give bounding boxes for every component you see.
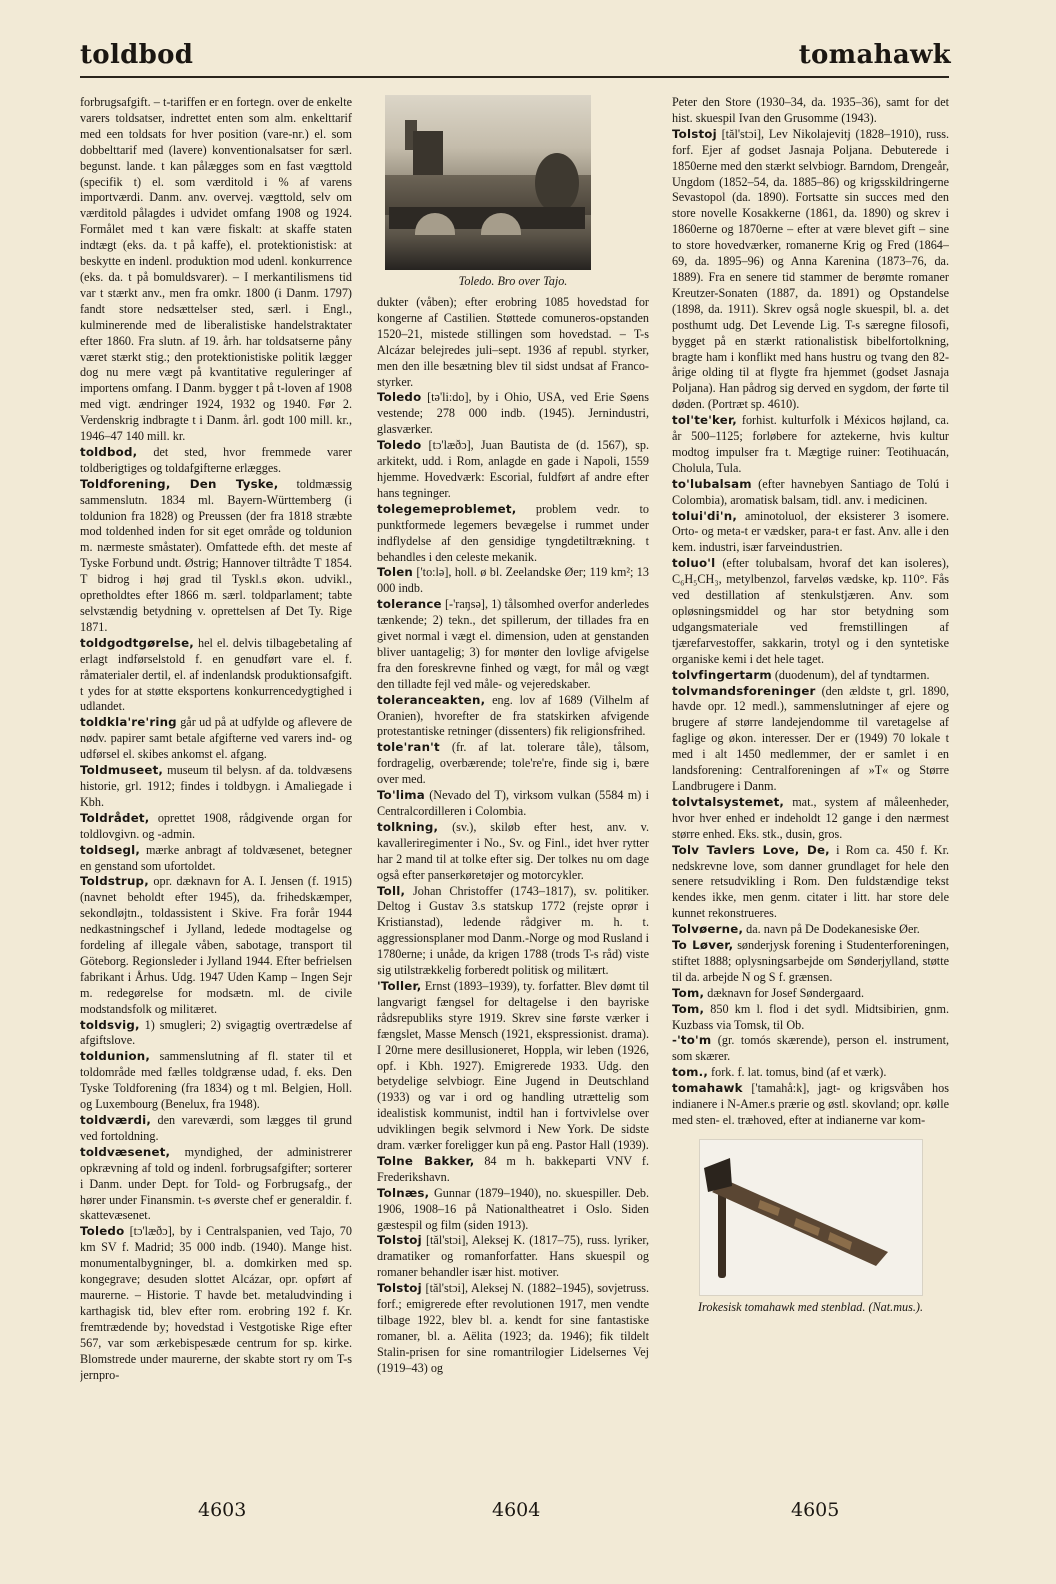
dictionary-entry xyxy=(672,843,949,923)
entry-headword: toldværdi, xyxy=(80,1113,152,1127)
entry-text: ['tamahå:k], jagt- og krigsvåben hos indianere i N-Amer.s prærie og østl. skovland; opr. kølle med sten- el. træhoved, efter at indianerne var kom- xyxy=(672,1081,949,1127)
tomahawk-illustration xyxy=(700,1140,922,1295)
dictionary-entry xyxy=(672,986,949,1002)
page-number-middle: 4604 xyxy=(492,1499,541,1521)
column-2-entries xyxy=(377,295,649,1377)
entry-headword: tom., xyxy=(672,1065,708,1080)
dictionary-entry xyxy=(672,1081,949,1129)
dictionary-entry xyxy=(80,874,352,1017)
toledo-figure xyxy=(377,95,649,289)
dictionary-entry xyxy=(80,636,352,716)
entry-headword: Tolnæs, xyxy=(377,1185,430,1200)
running-head-left: toldbod xyxy=(80,40,194,70)
entry-headword: tolegemeproblemet, xyxy=(377,501,517,516)
entry-text: museum til belysn. af da. toldvæsens historie, grl. 1912; findes i toldbygn. i Amaliegade i Kbh. xyxy=(80,763,352,809)
entry-headword: Toldforening, Den Tyske, xyxy=(80,476,279,491)
entry-headword: Toledo xyxy=(377,390,422,405)
dictionary-entry xyxy=(377,565,649,597)
dictionary-entry xyxy=(672,795,949,843)
entry-text: [tə'li:do], by i Ohio, USA, ved Erie Søens vestende; 278 000 indb. (1945). Jernindustri, glasværker. xyxy=(377,390,649,437)
dictionary-entry xyxy=(377,979,649,1154)
entry-headword: -'to'm xyxy=(672,1033,712,1048)
dictionary-entry xyxy=(377,788,649,820)
dictionary-entry xyxy=(377,884,649,979)
entry-text: aminotoluol, der eksisterer 3 isomere. Orto- og meta-t er vædsker, para-t er fast. Anv. alle i den kem. industri, især farveindustrien. xyxy=(672,508,949,555)
column-2 xyxy=(377,95,649,1505)
entry-text: [-'raŋsə], 1) tålsomhed overfor anderledes tænkende; 2) tekn., det spillerum, der tillades fra en givet normal i vægt el. dimension, uden at genstanden bliver uantagelig; 3) for mønter den lovlige afvigelse fra den foreskrevne finhed og vægt, for mål og vægt den tilladte fejl ved måle- og vejeredskaber. xyxy=(377,597,649,691)
dictionary-entry xyxy=(80,1018,352,1050)
entry-headword: toldsvig, xyxy=(80,1017,140,1032)
entry-headword: Tolne Bakker, xyxy=(377,1153,475,1168)
page-number-left: 4603 xyxy=(198,1499,247,1521)
entry-headword: toldbod, xyxy=(80,444,138,459)
dictionary-entry xyxy=(377,820,649,884)
entry-text: (gr. tomós skærende), person el. instrument, som skærer. xyxy=(672,1033,949,1064)
entry-headword: tolvmandsforeninger xyxy=(672,683,816,698)
entry-headword: To Løver, xyxy=(672,938,734,953)
column-1 xyxy=(80,95,352,1505)
page-number-right: 4605 xyxy=(791,1499,840,1521)
entry-text: det sted, hvor fremmede varer toldberigtiges og toldafgifterne erlægges. xyxy=(80,444,352,475)
entry-headword: Tom, xyxy=(672,1001,705,1016)
entry-headword: tolui'di'n, xyxy=(672,508,738,523)
dictionary-entry xyxy=(377,1154,649,1186)
dictionary-entry xyxy=(80,1224,352,1383)
entry-text: Gunnar (1879–1940), no. skuespiller. Deb. 1906, 1908–16 på Nationaltheatret i Oslo. Siden gæstespil og film (siden 1913). xyxy=(377,1185,649,1232)
entry-text: 1) smugleri; 2) svigagtig overtrædelse af afgiftslove. xyxy=(80,1017,352,1048)
dictionary-entry xyxy=(80,843,352,875)
entry-text: dukter (våben); efter erobring 1085 hovedstad for kongerne af Castilien. Støttede comuneros-opstanden 1520–21, mistede stillingen som hovedstad. – T-s Alcázar belejredes juli–sept. 1936 af republ. styrker, men den ille besætning blev til sidst undsat af Franco-styrker. xyxy=(377,295,649,389)
dictionary-entry xyxy=(672,95,949,127)
entry-text: myndighed, der administrerer opkrævning af told og indenl. forbrugsafgifter; sorterer i Danm. under Dept. for Told- og Forbrugsafg., der hører under Finansmin. t-s øverste chef er generaldir. f. skattevæsenet. xyxy=(80,1144,352,1223)
dictionary-entry xyxy=(672,684,949,795)
dictionary-entry xyxy=(672,1065,949,1081)
column-1-entries xyxy=(80,95,352,1383)
toledo-caption: Toledo. Bro over Tajo. xyxy=(458,274,568,288)
dictionary-entry xyxy=(80,811,352,843)
entry-text: (efter havnebyen Santiago de Tolú i Colombia), aromatisk balsam, tidl. anv. i medicinen. xyxy=(672,476,949,507)
dictionary-entry xyxy=(80,95,352,445)
dictionary-entry xyxy=(672,668,949,684)
entry-headword: Tolstoj xyxy=(377,1233,422,1248)
entry-headword: Tolstoj xyxy=(672,126,717,141)
dictionary-entry xyxy=(80,763,352,811)
dictionary-entry xyxy=(80,1049,352,1113)
entry-headword: toldvæsenet, xyxy=(80,1144,171,1159)
entry-headword: toldsegl, xyxy=(80,842,141,857)
dictionary-entry xyxy=(80,1113,352,1145)
dictionary-entry xyxy=(672,1002,949,1034)
dictionary-entry xyxy=(672,1033,949,1065)
entry-headword: Toll, xyxy=(377,883,406,898)
entry-text: Ernst (1893–1939), ty. forfatter. Blev dømt til langvarigt fængsel for deltagelse i den bayriske rådsrepubliks styre 1919. Skrev sine første værker i fængslet, Masse Mensch (1921, ekspressionist. drama). I 20rne mere desillusioneret, Hoppla, wir leben (1926, opf. i Kbh. 1927). Emigrerede 1933. Udg. den betydelige selvbiogr. Eine Jugend in Deutschland (1933) og var i ord og handling utrættelig som idealistisk kommunist, indtil han i fortvivlelse over udviklingen begik selvmord i New York. De sidste dram. værker foreligger kun på eng. Pastor Hall (1939). xyxy=(377,978,649,1153)
entry-headword: Tolv Tavlers Love, De, xyxy=(672,842,830,857)
entry-text: 850 km l. flod i det sydl. Midtsibirien, gnm. Kuzbass via Tomsk, til Ob. xyxy=(672,1001,949,1032)
entry-headword: tolerance xyxy=(377,597,442,612)
entry-headword: toleranceakten, xyxy=(377,692,486,707)
entry-text: i Rom ca. 450 f. Kr. nedskrevne love, som danner grundlaget for hele den senere retsudvikling i Rom. Den fuldstændige tekst kendes ikke, men genm. citater i litt. har store dele kunnet rekonstrueres. xyxy=(672,842,949,921)
entry-text: sønderjysk forening i Studenterforeningen, stiftet 1888; oplysningsarbejde om Sønderjylland, støtte til da. arbejde N og S f. grænsen. xyxy=(672,938,949,984)
entry-headword: 'Toller, xyxy=(377,978,422,993)
dictionary-entry xyxy=(377,295,649,390)
dictionary-entry xyxy=(80,715,352,763)
dictionary-entry xyxy=(377,1233,649,1281)
entry-headword: Tolvøerne, xyxy=(672,922,744,937)
column-3 xyxy=(672,95,949,1505)
entry-text: [tăl'stɔi], Lev Nikolajevitj (1828–1910), russ. forf. Ejer af godset Jasnaja Poljana. Debuterede i 1850erne med den stærkt selvbiogr. Barndom, Drengeår, Ungdom (1852–54, da. 1885–86) og krigsskildringerne Sevastopol (da. 1890). Fortsatte sin succes med den store novelle Kosakkerne (1861, da. 1890) og skrev i 1860erne og 1870erne – efter at være blevet gift – sine to store hovedværker, romanerne Krig og Fred (1864–69, da. 1895–96) og Anna Karenina (1873–76, da. 1889). Fra en senere tid stammer de berømte romaner Kreutzer-Sonaten (1887, da. 1891) og Opstandelse (1898, da. 1911). Skrev også nogle skuespil, bl. a. det posthumt udg. Det Levende Lig. T-s særegne filosofi, bygget på en stærkt rationalistisk bibelfortolkning, bragte ham i konflikt med hans hustru og tvang den 82-årige olding til at flygte fra hjemmet (godset Jasnaja Poljana). Han pådrog sig derved en sygdom, der førte til døden. (Portræt sp. 4610). xyxy=(672,126,949,412)
dictionary-entry xyxy=(672,556,949,667)
dictionary-entry xyxy=(80,477,352,636)
dictionary-entry xyxy=(672,127,949,413)
entry-text: fork. f. lat. tomus, bind (af et værk). xyxy=(708,1065,887,1080)
column-3-entries xyxy=(672,95,949,1129)
entry-text: (den ældste t, grl. 1890, havde opr. 12 medl.), sammenslutninger af ejere og brugere af større landejendomme til varetagelse af faglige og økon. interesser. Der er (1949) 70 lokale t med i alt 1450 medlemmer, der er samlet i en landsforening: Centralforeningen af »T« og Større Landbrugere i Danm. xyxy=(672,683,949,793)
entry-headword: tolkning, xyxy=(377,819,439,834)
entry-text: [tăl'stɔi], Aleksej K. (1817–75), russ. lyriker, dramatiker og romanforfatter. Hans skuespil og romaner behandler især hist. motiver. xyxy=(377,1233,649,1280)
entry-text: opr. dæknavn for A. I. Jensen (f. 1915) (navnet beholdt efter 1945), da. frihedskæmper, sekondløjtn., toldassistent i Skive. Fra forår 1944 nedkastningschef i Jylland, ledede modtagelse og fordeling af illegale våben, sabotage, transport til Göteborg. Regionsleder i Jylland 1944. Efter befrielsen fabrikant i Århus. Udg. 1947 Uden Kamp – Ingen Sejr m. redegørelse for modsætn. ml. de civile modstandsfolk og militæret. xyxy=(80,874,352,1016)
dictionary-entry xyxy=(672,477,949,509)
entry-text: går ud på at udfylde og aflevere de nødv. papirer samt betale afgifterne ved varers ind- og udførsel el. skibes ankomst el. afgang. xyxy=(80,715,352,762)
entry-text: forbrugsafgift. – t-tariffen er en fortegn. over de enkelte varers toldsatser, indrettet enten som alm. enkelttarif med een toldsats for hver position (vare-nr.) el. som dobbelttarif med (lavere) konventionalsatser for særl. begunst. lande. t kan pålægges som en fast vægttold (specifik t) el. som værditold i % af varens importværdi. Danm. anv. overvej. vægttold, selv om værditold pålagdes i udvidet omfang 1908 og 1924. Formålet med t kan være fiskalt: at skaffe staten indtægt (eks. da. t på kaffe), el. protektionistisk: at beskytte en indenl. produktion mod udenl. konkurrence (eks. da. t på bomuldsvarer). – I merkantilismens tid var t stærkt anv., men fra omkr. 1800 (i Danm. 1797) fandt store nedsættelser sted, særl. i Engl., kulminerende med de liberalistiske handelstraktater efter 1860. Fra slutn. af 19. årh. har toldsatserne påny været stærkt stig.; den protektionistiske politik lægger dog nu mere vægt på kvantitative reguleringer af importens omfang. I Danm. bygger t på t-loven af 1908 med vigt. ændringer 1924, 1932 og 1940. Før 2. Verdenskrig indbragte t i Danm. årl. godt 100 mill. kr., 1946–47 140 mill. kr. xyxy=(80,95,352,444)
entry-text: eng. lov af 1689 (Vilhelm af Oranien), hvorefter de fra statskirken afvigende protestantiske retninger (dissenters) fik religionsfrihed. xyxy=(377,692,649,739)
entry-headword: toldunion, xyxy=(80,1049,151,1064)
entry-text: mat., system af måleenheder, hvor hver enhed er indeholdt 12 gange i den nærmest større enhed. Eks. stk., dusin, gros. xyxy=(672,794,949,841)
entry-headword: to'lubalsam xyxy=(672,476,752,491)
dictionary-entry xyxy=(377,597,649,692)
dictionary-entry xyxy=(672,922,949,938)
entry-text: [tɔ'læðɔ], by i Centralspanien, ved Tajo, 70 km SV f. Madrid; 35 000 indb. (1940). Mange hist. monumentalbygninger, bl. a. domkirken med sp. kongegrave; desuden slottet Alcázar, opr. opført af maurerne. – Historie. T havde bet. metaludvinding i karthagisk tid, blev efter rom. erobring 192 f. Kr. fremtrædende by; hovedstad i Vestgotiske Rige efter 567, var som ærkebispesæde centrum for sp. kirke. Blomstrede under maurerne, der skabte stort ry om T-s jernpro- xyxy=(80,1224,352,1382)
entry-headword: tole'ran't xyxy=(377,740,440,755)
entry-text: den vareværdi, som lægges til grund ved fortoldning. xyxy=(80,1113,352,1143)
entry-text: (efter tolubalsam, hvoraf det kan isoleres), C₆H₅CH₃, metylbenzol, farveløs vædske, kp. 110°. Fås ved destillation af stenkulstjæren. Anv. som opløsningsmiddel og har stor betydning som udgangsmateriale ved fremstillingen af tjærefarvestoffer, sakkarin, trotyl og i den syntetiske organiske kemi i det hele taget. xyxy=(672,556,949,666)
entry-text: (fr. af lat. tolerare tåle), tålsom, fordragelig, overbærende; tole're're, finde sig i, bære over med. xyxy=(377,740,649,787)
entry-text: sammenslutning af fl. stater til et toldområde med fælles toldgrænse udad, f. eks. Den Tyske Toldforening (fra 1834) og t ml. Belgien, Holl. og Luxembourg (Benelux, fra 1948). xyxy=(80,1049,352,1112)
dictionary-entry xyxy=(377,1186,649,1234)
entry-headword: toldkla're'ring xyxy=(80,715,177,730)
entry-headword: tolvfingertarm xyxy=(672,667,772,682)
dictionary-entry xyxy=(377,502,649,566)
entry-headword: Toledo xyxy=(80,1224,125,1239)
entry-text: [tăl'stɔi], Aleksej N. (1882–1945), sovjetruss. forf.; emigrerede efter revolutionen 1917, men vendte tilbage 1922, blev bl. a. kendt for sine fantastiske romaner, bl. a. Aëlita (1923; da. 1946); fik tildelt Stalin-prisen for sine romantrilogier Lidelsernes Vej (1919–43) og xyxy=(377,1281,649,1375)
entry-headword: To'lima xyxy=(377,788,425,803)
entry-headword: tomahawk xyxy=(672,1081,743,1096)
dictionary-entry xyxy=(80,445,352,477)
entry-text: forhist. kulturfolk i Méxicos højland, ca. år 500–1125; forløbere for aztekerne, hvis kultur modtog impulser fra t. Mægtige ruiner: Teotihuacán, Cholula, Tula. xyxy=(672,413,949,475)
entry-headword: Tom, xyxy=(672,985,705,1000)
entry-headword: tol'te'ker, xyxy=(672,413,737,428)
dictionary-entry xyxy=(377,693,649,741)
entry-text: dæknavn for Josef Søndergaard. xyxy=(704,985,865,1000)
entry-text: da. navn på De Dodekanesiske Øer. xyxy=(743,922,920,937)
entry-text: (duodenum), del af tyndtarmen. xyxy=(771,667,930,682)
dictionary-entry xyxy=(377,740,649,788)
tomahawk-caption: Irokesisk tomahawk med stenblad. (Nat.mus.). xyxy=(698,1299,923,1314)
entry-headword: Tolen xyxy=(377,565,414,580)
running-head-right: tomahawk xyxy=(798,40,951,70)
dictionary-entry xyxy=(80,1145,352,1225)
entry-headword: Toldstrup, xyxy=(80,874,149,889)
entry-text: Johan Christoffer (1743–1817), sv. politiker. Deltog i Gustav 3.s statskup 1772 (rejste oprør i Kristianstad), ledende rådgiver m. h. t. aggressionsplaner mod Danm.-Norge og mod Rusland i 1780erne; i unåde, da krigen 1788 (trods T-s råd) viste sig utilstrækkelig forberedt politisk og militært. xyxy=(377,883,649,978)
entry-headword: tolvtalsystemet, xyxy=(672,794,785,809)
dictionary-entry xyxy=(672,938,949,986)
entry-text: hel el. delvis tilbagebetaling af erlagt indførselstold f. en genudført vare el. f. råmaterialer dertil, el. af indenlandsk produktionsafgift. t ydes for at støtte eksportens konkurrencedygtighed i udlandet. xyxy=(80,635,352,714)
tomahawk-photo xyxy=(699,1139,923,1296)
entry-text: problem vedr. to punktformede legemers bevægelse i rummet under indflydelse af den gensidige tyngdetiltrækning. t behandles i den celeste mekanik. xyxy=(377,501,649,564)
dictionary-entry xyxy=(377,1281,649,1376)
entry-text: [tɔ'læðɔ], Juan Bautista de (d. 1567), sp. arkitekt, udd. i Rom, anlagde en gade i Napoli, 1559 hjemme. Hovedværk: Escorial, fuldført af andre efter hans tegninger. xyxy=(377,438,649,500)
header-rule xyxy=(80,76,949,78)
entry-headword: Tolstoj xyxy=(377,1281,422,1296)
tomahawk-figure xyxy=(672,1139,949,1315)
entry-text: ['to:lə], holl. ø bl. Zeelandske Øer; 119 km²; 13 000 indb. xyxy=(377,565,649,596)
entry-text: mærke anbragt af toldvæsenet, betegner en genstand som ufortoldet. xyxy=(80,842,352,873)
entry-headword: toldgodtgørelse, xyxy=(80,635,194,650)
entry-text: Peter den Store (1930–34, da. 1935–36), samt for det hist. skuespil Ivan den Grusomme (1943). xyxy=(672,95,949,125)
dictionary-entry xyxy=(672,413,949,477)
entry-text: (sv.), skiløb efter hest, anv. v. kavalleriregimenter i No., Sv. og Finl., idet hver rytter har 2 mand til at tolke efter sig. Der tolkes nu om dage også efter panserkøretøjer og motorcykler. xyxy=(377,819,649,882)
entry-headword: toluo'l xyxy=(672,556,716,571)
entry-headword: Toldrådet, xyxy=(80,810,150,825)
toledo-bridge-photo xyxy=(385,95,591,270)
dictionary-entry xyxy=(672,509,949,557)
entry-headword: Toldmuseet, xyxy=(80,763,164,778)
dictionary-entry xyxy=(377,438,649,502)
dictionary-entry xyxy=(377,390,649,438)
entry-text: 84 m h. bakkeparti VNV f. Frederikshavn. xyxy=(377,1153,649,1184)
entry-headword: Toledo xyxy=(377,438,422,453)
entry-text: oprettet 1908, rådgivende organ for toldlovgivn. og -admin. xyxy=(80,810,352,841)
entry-text: (Nevado del T), virksom vulkan (5584 m) i Centralcordilleren i Colombia. xyxy=(377,788,649,818)
entry-text: toldmæssig sammenslutn. 1834 ml. Bayern-Württemberg (i toldunion fra 1828) og Preussen (der fra 1818 stræbte mod toldenhed inden for sit eget område og toldunion m. nærmeste småstater). Omfattede efth. det meste af Tyske Forbund undt. Østrig; Hannover tiltrådte T 1854. T bidrog i høj grad til Tyskl.s økon. udvikl., opretholdtes efter 1866 m. særl. toldparlament; tabte selvstændig betydning v. oprettelsen af Det Ty. Rige 1871. xyxy=(80,476,352,634)
